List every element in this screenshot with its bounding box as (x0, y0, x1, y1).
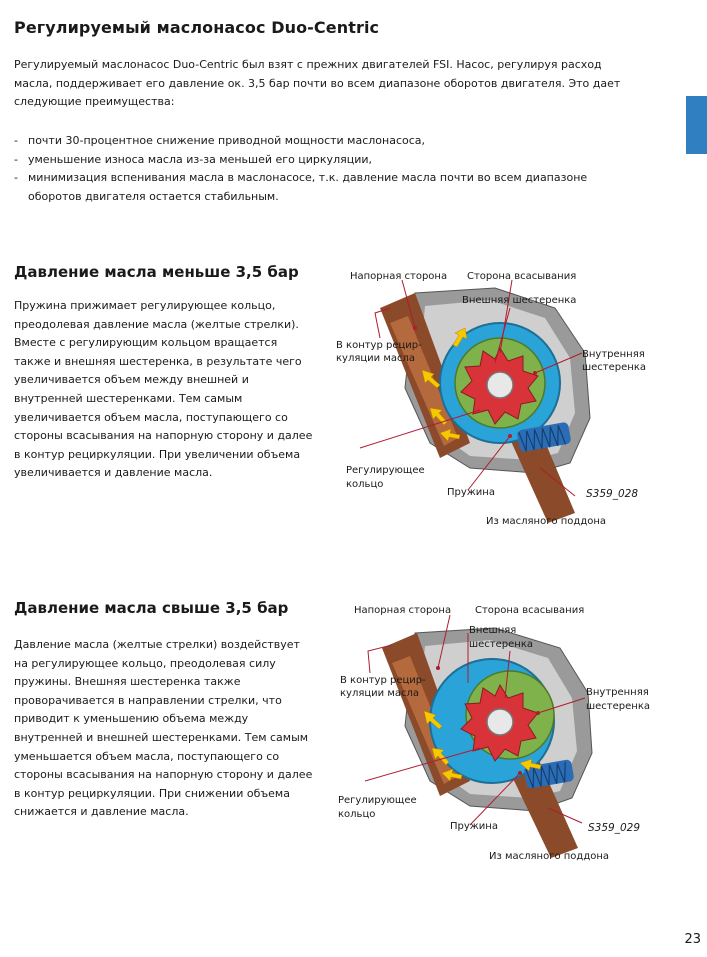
label-inner-gear-line2: шестеренка (586, 701, 650, 712)
label-recirc-line2: куляции масла (336, 353, 416, 364)
section-heading-high-pressure: Давление масла свыше 3,5 бар (14, 599, 289, 617)
label-recirc-line1: В контур рецир- (340, 675, 426, 686)
label-spring: Пружина (447, 487, 495, 498)
advantages-list (14, 132, 644, 206)
label-oil-pan: Из масляного поддона (486, 516, 607, 527)
section-text-low-pressure: Пружина прижимает регулирующее кольцо, преодолевая давление масла (желтые стрелки). Вместе с регулирующим кольцом вращается также и внешняя шестеренка, в результате чего увеличивается объем между внешней и внутренней шестеренками. Тем самым увеличивается объем масла, поступающего со стороны всасывания на напорную сторону и далее в контур рециркуляции. При увеличении объема увеличивается и давление масла. (14, 299, 313, 480)
label-inner-gear-line2: шестеренка (582, 362, 646, 373)
label-outer-gear: Внешняя шестеренка (462, 295, 577, 306)
section-heading-low-pressure: Давление масла меньше 3,5 бар (14, 263, 299, 281)
label-spring: Пружина (450, 821, 498, 832)
label-ring-line2: кольцо (338, 809, 376, 820)
label-ring-line1: Регулирующее (346, 465, 425, 476)
drive-shaft (487, 372, 513, 398)
label-inner-gear-line1: Внутренняя (582, 349, 645, 360)
drive-shaft (487, 709, 513, 735)
list-item: - минимизация вспенивания масла в маслонасосе, т.к. давление масла почти во всем диапазоне оборотов двигателя остается стабильным. (14, 169, 644, 206)
label-recirc-line1: В контур рецир- (336, 340, 422, 351)
label-pressure-side: Напорная сторона (354, 605, 452, 616)
label-outer-gear-line1: Внешняя (469, 625, 517, 636)
label-suction-side: Сторона всасывания (475, 605, 585, 616)
page-number: 23 (684, 932, 701, 947)
label-pressure-side: Напорная сторона (350, 271, 448, 282)
label-ring-line2: кольцо (346, 479, 384, 490)
intro-paragraph: Регулируемый маслонасос Duo-Centric был взят с прежних двигателей FSI. Насос, регулируя расход масла, поддерживает его давление ок. 3,5 бар почти во всем диапазоне оборотов двигателя. Это дает следующие преимущества: (14, 58, 621, 109)
label-suction-side: Сторона всасывания (467, 271, 577, 282)
figure-code: S359_028 (586, 488, 638, 500)
section-text-high-pressure: Давление масла (желтые стрелки) воздействует на регулирующее кольцо, преодолевая силу пружины. Внешняя шестеренка также проворачивается в направлении стрелки, что приводит к уменьшению объема между внутренней и внешней шестеренками. Тем самым уменьшается объем масла, поступающего со стороны всасывания на напорную сторону и далее в контур рециркуляции. При снижении объема снижается и давление масла. (14, 638, 313, 819)
chapter-tab (686, 96, 707, 154)
label-outer-gear-line2: шестеренка (469, 639, 533, 650)
label-oil-pan: Из масляного поддона (489, 851, 610, 862)
list-item: - уменьшение износа масла из-за меньшей его циркуляции, (14, 151, 644, 170)
label-inner-gear-line1: Внутренняя (586, 687, 649, 698)
label-recirc-line2: куляции масла (340, 688, 420, 699)
figure-code: S359_029 (588, 822, 640, 834)
page-title: Регулируемый маслонасос Duo-Centric (14, 18, 380, 37)
list-item: - почти 30-процентное снижение приводной мощности маслонасоса, (14, 132, 644, 151)
label-ring-line1: Регулирующее (338, 795, 417, 806)
